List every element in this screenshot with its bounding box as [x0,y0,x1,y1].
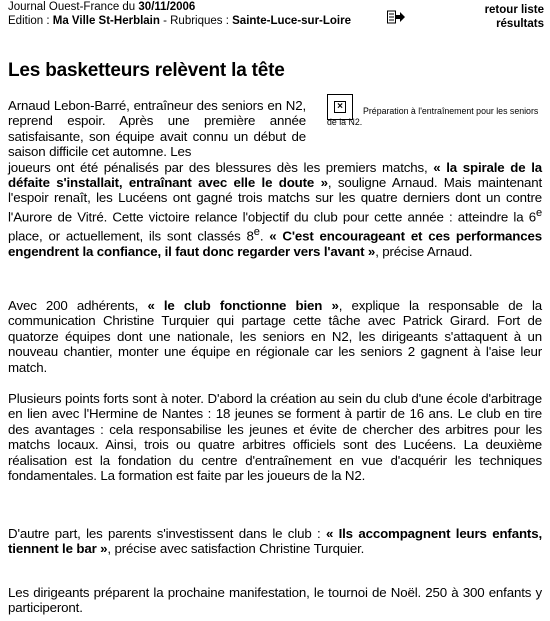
return-link-line2[interactable]: résultats [496,18,544,30]
paragraph-4: D'autre part, les parents s'investissent dans le club : « Ils accompagnent leurs enfants, tiennent le bar », précise avec satisfaction Christine Turquier. [8,526,542,557]
return-to-results-link[interactable] [440,3,544,31]
paragraph-1-intro: Arnaud Lebon-Barré, entraîneur des seniors en N2, reprend espoir. Après une première année satisfaisante, son équipe avait connu un début de saison difficile cet automne. Les [8,98,306,160]
quote-confidence: « C'est encourageant et ces performances engendrent la confiance, il faut donc regarder vers l'avant » [8,228,543,259]
rubriques-label: - Rubriques : [159,15,233,27]
edition-label: Edition : [8,15,53,27]
edition-name: Ma Ville St-Herblain [52,15,160,27]
paragraph-3: Plusieurs points forts sont à noter. D'abord la création au sein du club d'une école d'arbitrage en lien avec l'Hermine de Nantes : 18 jeunes se forment à partir de 16 ans. Le club en tire des avantages : cela responsabilise les jeunes et évite de chercher des arbitres pour les matchs locaux. Ainsi, trois ou quatre arbitres officiels sont des Lucéens. La deuxième réalisation est la fondation du centre d'entraînement en vue d'acquérir les techniques fondamentales. La formation est faite par les joueurs de la N2. [8,391,542,484]
paragraph-2: Avec 200 adhérents, « le club fonctionne bien », explique la responsable de la communication Christine Turquier qui partage cette tâche avec Patrick Girard. Fort de quatorze équipes dont une nationale, les seniors en N2, les dirigeants s'attaquent à un nouveau chantier, monter une équipe en régionale car les seniors 2 gagnent à l'aise leur match. [8,298,543,375]
return-arrow-icon[interactable] [387,10,405,24]
rubrique-name: Sainte-Luce-sur-Loire [232,15,351,27]
quote-parents: « Ils accompagnent leurs enfants, tiennent le bar » [8,526,542,557]
publication-date: 30/11/2006 [138,1,196,13]
quote-club: « le club fonctionne bien » [147,298,339,313]
return-link-line1[interactable]: retour liste [484,4,544,16]
figure-caption: Préparation à l'entraînement pour les seniors de la N2. [327,106,539,127]
article-source-header [8,0,378,28]
article-title: Les basketteurs relèvent la tête [8,60,285,81]
quote-spiral: « la spirale de la défaite s'installait, entraînant avec elle le doute » [8,159,542,191]
source-prefix: Journal Ouest-France du [8,1,139,13]
broken-image-icon: × [327,94,353,120]
paragraph-1: Arnaud Lebon-Barré, entraîneur des seniors en N2, reprend espoir. Après une première année satisfaisante, son équipe avait connu un début de saison difficile cet automne. Les joueurs ont été pénalisés par des blessures dès les premiers matchs, « la spirale de la défaite s'installait, entraînant avec elle le doute », souligne Arnaud. Mais maintenant l'espoir renaît, les Lucéens ont gagné trois matchs sur les quatre derniers dont un contre l'Aurore de Vitré. Cette victoire relance l'objectif du club pour cette année : atteindre la 6e place, or actuellement, ils sont classés 8e. « C'est encourageant et ces performances engendrent la confiance, il faut donc regarder vers l'avant », précise Arnaud. [8,98,543,259]
paragraph-5: Les dirigeants préparent la prochaine manifestation, le tournoi de Noël. 250 à 300 enfants y participeront. [8,585,542,616]
